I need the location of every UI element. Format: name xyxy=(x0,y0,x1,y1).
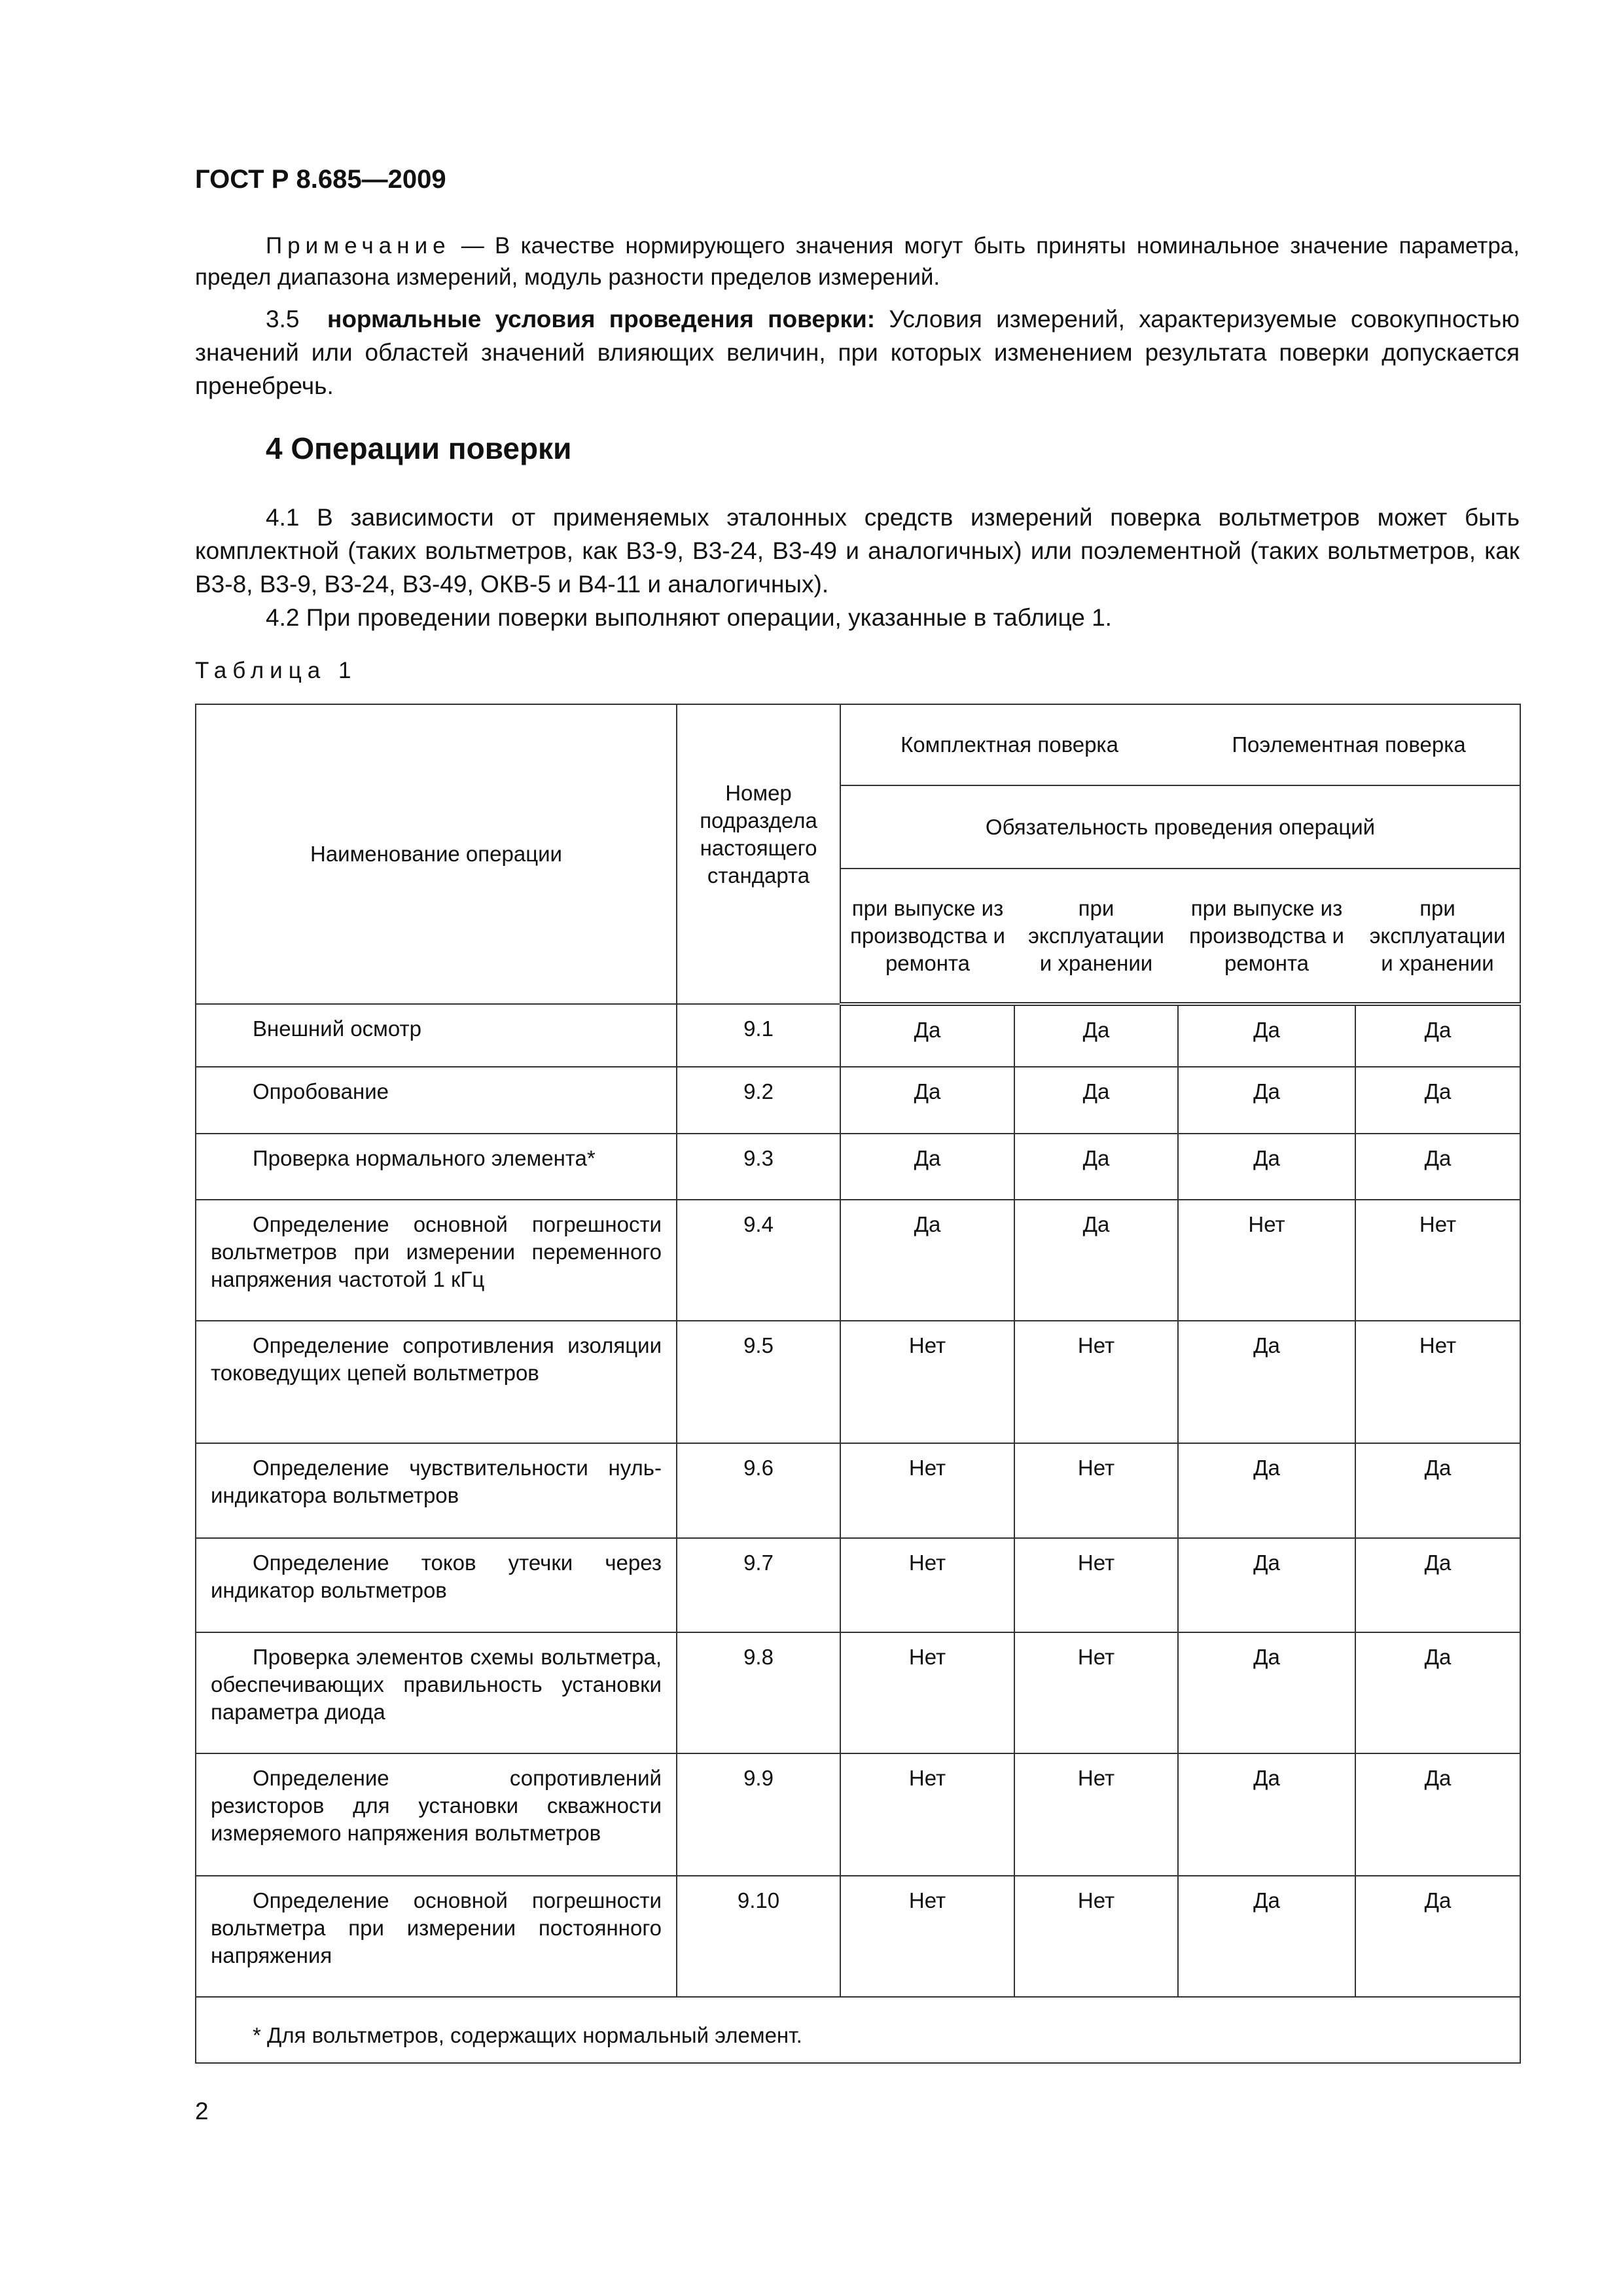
obligation-value: Да xyxy=(840,1004,1014,1067)
obligation-value: Да xyxy=(1178,1538,1355,1632)
obligation-value: Да xyxy=(1178,1443,1355,1538)
table-row xyxy=(196,1443,1520,1538)
obligation-value: Да xyxy=(1178,1876,1355,1997)
operation-name: Определение сопротивления изоляции токоведущих цепей вольтметров xyxy=(196,1321,677,1443)
operation-name: Определение сопротивлений резисторов для установки скважности измеряемого напряжения вольтметров xyxy=(196,1753,677,1876)
obligation-value: Нет xyxy=(1014,1753,1178,1876)
page-number: 2 xyxy=(195,2098,209,2125)
obligation-value: Нет xyxy=(1014,1321,1178,1443)
obligation-value: Да xyxy=(1355,1004,1520,1067)
operation-name: Опробование xyxy=(196,1067,677,1134)
obligation-value: Нет xyxy=(840,1753,1014,1876)
operations-table xyxy=(195,704,1521,2064)
subsection-number: 9.8 xyxy=(677,1632,840,1753)
obligation-value: Нет xyxy=(1014,1538,1178,1632)
subsection-number: 9.1 xyxy=(677,1004,840,1067)
obligation-value: Да xyxy=(1355,1632,1520,1753)
table-row xyxy=(196,1067,1520,1134)
obligation-value: Нет xyxy=(1014,1443,1178,1538)
table-row xyxy=(196,1876,1520,1997)
obligation-value: Да xyxy=(1355,1067,1520,1134)
subsection-number: 9.4 xyxy=(677,1200,840,1321)
table-caption: Таблица 1 xyxy=(195,658,357,683)
obligation-value: Да xyxy=(1355,1876,1520,1997)
obligation-value: Нет xyxy=(840,1632,1014,1753)
obligation-value: Да xyxy=(1178,1067,1355,1134)
header-subsection-number: Номер подраздела настоящего стандарта xyxy=(677,704,840,1004)
obligation-value: Да xyxy=(1355,1538,1520,1632)
operation-name: Определение основной погрешности вольтметров при измерении переменного напряжения частотой 1 кГц xyxy=(196,1200,677,1321)
subsection-number: 9.7 xyxy=(677,1538,840,1632)
obligation-value: Да xyxy=(1178,1321,1355,1443)
obligation-value: Нет xyxy=(1355,1321,1520,1443)
obligation-value: Да xyxy=(1355,1134,1520,1200)
obligation-value: Да xyxy=(1014,1004,1178,1067)
operation-name: Проверка элементов схемы вольтметра, обеспечивающих правильность установки параметра диода xyxy=(196,1632,677,1753)
note-paragraph xyxy=(195,230,1520,293)
operation-name: Проверка нормального элемента* xyxy=(196,1134,677,1200)
obligation-value: Да xyxy=(1014,1067,1178,1134)
obligation-value: Да xyxy=(840,1134,1014,1200)
note-label: Примечание xyxy=(266,233,451,259)
note-text: — В качестве нормирующего значения могут быть приняты номинальное значение параметра, предел диапазона измерений, модуль разности пределов измерений. xyxy=(195,233,1520,290)
obligation-value: Да xyxy=(1178,1632,1355,1753)
operation-name: Определение токов утечки через индикатор вольтметров xyxy=(196,1538,677,1632)
obligation-value: Нет xyxy=(840,1443,1014,1538)
clause-number: 3.5 xyxy=(266,306,300,332)
document-header: ГОСТ Р 8.685—2009 xyxy=(195,165,446,194)
subsection-number: 9.10 xyxy=(677,1876,840,1997)
obligation-value: Нет xyxy=(1178,1200,1355,1321)
table-row xyxy=(196,1134,1520,1200)
subsection-number: 9.9 xyxy=(677,1753,840,1876)
subsection-number: 9.5 xyxy=(677,1321,840,1443)
subsection-number: 9.3 xyxy=(677,1134,840,1200)
subsection-number: 9.2 xyxy=(677,1067,840,1134)
clause-term: нормальные условия проведения поверки: xyxy=(327,306,876,332)
header-sub-2: при эксплуатации и хранении xyxy=(1014,869,1178,1004)
table-row xyxy=(196,1321,1520,1443)
header-sub-1: при выпуске из производства и ремонта xyxy=(840,869,1014,1004)
obligation-value: Да xyxy=(1355,1443,1520,1538)
obligation-value: Нет xyxy=(840,1876,1014,1997)
obligation-value: Да xyxy=(1014,1200,1178,1321)
obligation-value: Нет xyxy=(840,1321,1014,1443)
header-operation-name: Наименование операции xyxy=(196,704,677,1004)
clause-3-5 xyxy=(195,302,1520,403)
table-row xyxy=(196,1632,1520,1753)
header-elementwise: Поэлементная поверка xyxy=(1178,704,1520,785)
table-row xyxy=(196,1753,1520,1876)
obligation-value: Да xyxy=(840,1067,1014,1134)
header-sub-4: при эксплуатации и хранении xyxy=(1355,869,1520,1004)
operation-name: Определение основной погрешности вольтметра при измерении постоянного напряжения xyxy=(196,1876,677,1997)
obligation-value: Да xyxy=(840,1200,1014,1321)
obligation-value: Нет xyxy=(1014,1632,1178,1753)
obligation-value: Нет xyxy=(1355,1200,1520,1321)
operation-name: Внешний осмотр xyxy=(196,1004,677,1067)
obligation-value: Да xyxy=(1178,1753,1355,1876)
clause-text: Условия измерений, характеризуемые совокупностью значений или областей значений влияющих величин, при которых изменением результата поверки допускается пренебречь. xyxy=(195,306,1520,399)
table-row xyxy=(196,1004,1520,1067)
obligation-value: Да xyxy=(1178,1134,1355,1200)
obligation-value: Да xyxy=(1178,1004,1355,1067)
obligation-value: Да xyxy=(1014,1134,1178,1200)
operation-name: Определение чувствительности нуль-индикатора вольтметров xyxy=(196,1443,677,1538)
subsection-number: 9.6 xyxy=(677,1443,840,1538)
table-row xyxy=(196,1200,1520,1321)
clause-4-1: 4.1 В зависимости от применяемых эталонных средств измерений поверка вольтметров может быть комплектной (таких вольтметров, как В3-9, В3-24, В3-49 и аналогичных) или поэлементной (таких вольтметров, как В3-8, В3-9, В3-24, В3-49, ОКВ-5 и В4-11 и аналогичных). xyxy=(195,504,1520,598)
section-title: 4 Операции поверки xyxy=(266,431,572,465)
obligation-value: Да xyxy=(1355,1753,1520,1876)
table-row xyxy=(196,1538,1520,1632)
table-footnote: * Для вольтметров, содержащих нормальный элемент. xyxy=(196,1997,1520,2063)
header-sub-3: при выпуске из производства и ремонта xyxy=(1178,869,1355,1004)
clause-4-2: 4.2 При проведении поверки выполняют операции, указанные в таблице 1. xyxy=(266,604,1112,631)
header-obligation: Обязательность проведения операций xyxy=(840,785,1520,869)
obligation-value: Нет xyxy=(1014,1876,1178,1997)
obligation-value: Нет xyxy=(840,1538,1014,1632)
header-complete: Комплектная поверка xyxy=(840,704,1178,785)
